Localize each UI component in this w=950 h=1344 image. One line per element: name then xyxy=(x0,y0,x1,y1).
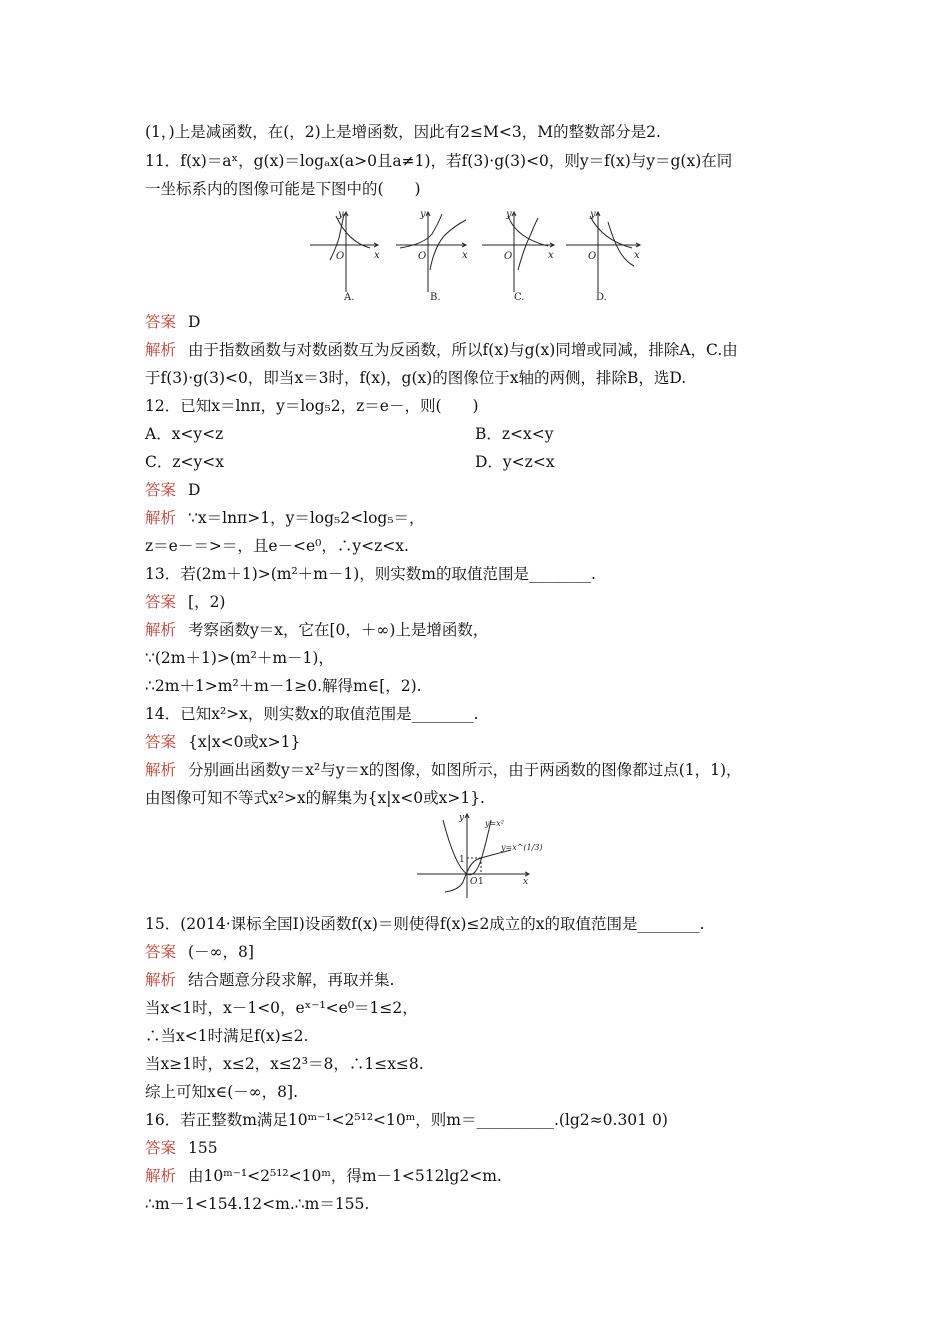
axis-y-label: y xyxy=(506,209,512,220)
explanation-14-cont: 由图像可知不等式x²>x的解集为{x|x<0或x>1}. xyxy=(145,789,485,807)
curve-label-x-squared: y=x² xyxy=(485,819,504,828)
option-a: A．x<y<z xyxy=(145,425,224,443)
axis-x-label: x xyxy=(374,250,380,261)
answer-13 xyxy=(145,588,225,616)
answer-value: [，2) xyxy=(188,593,226,611)
explanation-15-cont: ∴当x<1时满足f(x)≤2. xyxy=(145,1027,309,1045)
option-b: B．z<x<y xyxy=(475,425,554,443)
option-label-d: D. xyxy=(596,292,607,303)
answer-tag: 答案 xyxy=(145,481,177,499)
answer-12 xyxy=(145,476,200,504)
figure-q14 xyxy=(415,810,543,902)
explanation-16 xyxy=(145,1162,502,1190)
options-12-row2 xyxy=(145,448,555,476)
answer-tag: 答案 xyxy=(145,943,177,961)
answer-tag: 答案 xyxy=(145,733,177,751)
question-12: 12．已知x＝lnπ，y＝log₅2，z＝e－，则( ) xyxy=(145,397,479,415)
explanation-12 xyxy=(145,504,425,532)
answer-11 xyxy=(145,308,200,336)
explanation-tag: 解析 xyxy=(145,1167,177,1185)
answer-value: {x|x<0或x>1} xyxy=(188,733,301,751)
graph-b xyxy=(396,212,466,292)
explanation-tag: 解析 xyxy=(145,341,177,359)
option-label-a: A. xyxy=(344,292,355,303)
axis-y-label: y xyxy=(420,209,426,220)
explanation-13-cont: ∴2m＋1>m²＋m－1≥0.解得m∈[，2). xyxy=(145,677,422,695)
explanation-text: ∵x＝lnπ>1，y＝log₅2<log₅＝， xyxy=(188,509,425,527)
explanation-15-cont: 当x≥1时，x≤2，x≤2³＝8，∴1≤x≤8. xyxy=(145,1055,424,1073)
tick-x-1: 1 xyxy=(478,877,484,887)
explanation-text: 由10ᵐ⁻¹<2⁵¹²<10ᵐ，得m－1<512lg2<m. xyxy=(188,1167,502,1185)
answer-tag: 答案 xyxy=(145,313,177,331)
option-label-c: C. xyxy=(514,292,525,303)
answer-tag: 答案 xyxy=(145,593,177,611)
question-13: 13．若(2m＋1)>(m²＋m－1)，则实数m的取值范围是________. xyxy=(145,565,596,583)
option-d: D．y<z<x xyxy=(475,453,555,471)
explanation-15-cont: 当x<1时，x－1<0，eˣ⁻¹<e⁰＝1≤2， xyxy=(145,999,418,1017)
explanation-12-cont: z＝e－＝>＝，且e－<e⁰，∴y<z<x. xyxy=(145,537,409,555)
axis-x-label: x xyxy=(462,250,468,261)
explanation-16-cont: ∴m－1<154.12<m.∴m＝155. xyxy=(145,1195,370,1213)
axis-x-label: x xyxy=(634,250,640,261)
explanation-text: 结合题意分段求解，再取并集. xyxy=(188,971,395,989)
question-11-cont: 一坐标系内的图像可能是下图中的( ) xyxy=(145,180,421,198)
axis-y-label: y xyxy=(338,209,344,220)
answer-14 xyxy=(145,728,300,756)
question-11: 11．f(x)＝aˣ，g(x)＝logₐx(a>0且a≠1)，若f(3)·g(3)<0，则y＝f(x)与y＝g(x)在同 xyxy=(145,152,733,170)
axis-y-label: y xyxy=(590,209,596,220)
answer-value: D xyxy=(188,481,201,499)
text-line: (1，)上是减函数，在(，2)上是增函数，因此有2≤M<3，M的整数部分是2. xyxy=(145,123,661,141)
tick-y-1: 1 xyxy=(459,855,465,865)
explanation-tag: 解析 xyxy=(145,971,177,989)
axis-x-label: x xyxy=(548,250,554,261)
option-label-b: B. xyxy=(430,292,441,303)
explanation-text: 考察函数y＝x，它在[0，＋∞)上是增函数， xyxy=(188,621,489,639)
option-c: C．z<y<x xyxy=(145,453,224,471)
origin-label: O xyxy=(418,251,427,262)
explanation-11 xyxy=(145,336,738,364)
explanation-15 xyxy=(145,966,394,994)
origin-label: O xyxy=(470,877,478,887)
curve-label-cube-root: y=x^(1/3) xyxy=(501,843,543,852)
answer-16 xyxy=(145,1134,218,1162)
answer-value: D xyxy=(188,313,201,331)
axis-y-label: y xyxy=(459,813,465,823)
explanation-14 xyxy=(145,756,742,784)
answer-value: 155 xyxy=(188,1139,218,1157)
question-16: 16．若正整数m满足10ᵐ⁻¹<2⁵¹²<10ᵐ，则m＝__________.(lg2≈0.301 0) xyxy=(145,1111,668,1129)
graph-d xyxy=(566,212,640,292)
answer-tag: 答案 xyxy=(145,1139,177,1157)
origin-label: O xyxy=(336,251,345,262)
options-12-row1 xyxy=(145,420,554,448)
explanation-text: 由于指数函数与对数函数互为反函数，所以f(x)与g(x)同增或同减，排除A，C.由 xyxy=(188,341,738,359)
explanation-tag: 解析 xyxy=(145,621,177,639)
question-15: 15．(2014·课标全国Ⅰ)设函数f(x)＝则使得f(x)≤2成立的x的取值范围是________. xyxy=(145,915,705,933)
origin-label: O xyxy=(504,251,513,262)
explanation-11-cont: 于f(3)·g(3)<0，即当x＝3时，f(x)，g(x)的图像位于x轴的两侧，排除B，选D. xyxy=(145,369,687,387)
graph-c xyxy=(482,212,554,292)
explanation-text: 分别画出函数y＝x²与y＝x的图像，如图所示，由于两函数的图像都过点(1，1)， xyxy=(188,761,742,779)
explanation-13-cont: ∵(2m＋1)>(m²＋m－1)， xyxy=(145,649,334,667)
figure-q11 xyxy=(308,208,648,304)
explanation-15-cont: 综上可知x∈(－∞，8]. xyxy=(145,1083,299,1101)
explanation-tag: 解析 xyxy=(145,509,177,527)
axis-x-label: x xyxy=(523,877,529,887)
answer-15 xyxy=(145,938,254,966)
origin-label: O xyxy=(588,251,597,262)
explanation-tag: 解析 xyxy=(145,761,177,779)
question-14: 14．已知x²>x，则实数x的取值范围是________. xyxy=(145,705,479,723)
explanation-13 xyxy=(145,616,488,644)
answer-value: (－∞，8] xyxy=(188,943,254,961)
